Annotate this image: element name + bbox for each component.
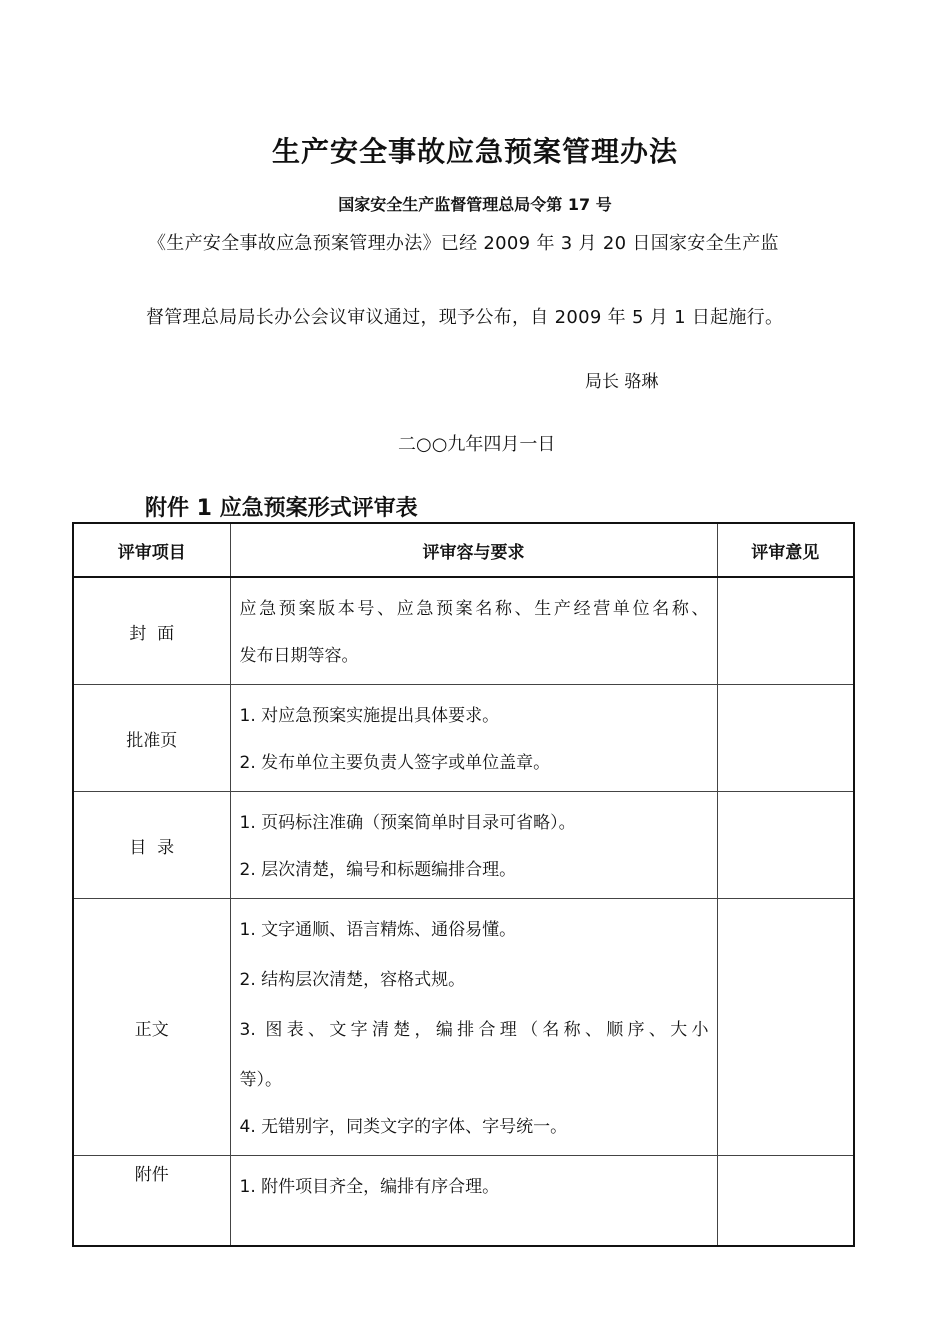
row-opinion [717, 899, 854, 1156]
paragraph-line-1: 《生产安全事故应急预案管理办法》已经 2009 年 3 月 20 日国家安全生产监 [148, 233, 779, 254]
header-review-opinion: 评审意见 [717, 523, 854, 577]
table-row [73, 792, 854, 899]
requirement-line: 2. 结构层次清楚，容格式规。 [239, 970, 466, 990]
table-row [73, 899, 854, 1156]
row-opinion [717, 792, 854, 899]
attachment-title: 附件 1 应急预案形式评审表 [145, 496, 418, 521]
row-item-approval-page: 批准页 [73, 685, 230, 792]
row-item-contents: 目 录 [73, 792, 230, 899]
requirement-line: 2. 发布单位主要负责人签字或单位盖章。 [239, 753, 551, 773]
requirement-line: 等）。 [239, 1070, 282, 1090]
row-item-body: 正文 [73, 899, 230, 1156]
signer: 局长 骆琳 [585, 372, 659, 392]
requirement-line: 应急预案版本号、应急预案名称、生产经营单位名称、 [239, 599, 709, 619]
requirement-line: 1. 文字通顺、语言精炼、通俗易懂。 [239, 920, 517, 940]
row-requirements [230, 792, 717, 899]
document-title: 生产安全事故应急预案管理办法 [271, 135, 678, 168]
requirement-line: 发布日期等容。 [239, 646, 359, 666]
review-table [72, 522, 855, 1247]
decree-number: 国家安全生产监督管理总局令第 17 号 [338, 195, 612, 214]
requirement-line: 1. 附件项目齐全，编排有序合理。 [239, 1177, 500, 1197]
row-item-attachments: 附件 [73, 1156, 230, 1246]
row-requirements [230, 685, 717, 792]
paragraph-line-2: 督管理总局局长办公会议审议通过，现予公布，自 2009 年 5 月 1 日起施行。 [146, 307, 784, 328]
row-requirements [230, 577, 717, 685]
requirement-line: 1. 对应急预案实施提出具体要求。 [239, 706, 500, 726]
table-row [73, 577, 854, 685]
table-row [73, 1156, 854, 1246]
issue-date: 二○○九年四月一日 [398, 434, 556, 455]
requirement-line: 4. 无错别字，同类文字的字体、字号统一。 [239, 1117, 568, 1137]
requirement-line: 1. 页码标注准确（预案简单时目录可省略）。 [239, 813, 576, 833]
row-opinion [717, 577, 854, 685]
row-requirements [230, 899, 717, 1156]
requirement-line: 2. 层次清楚，编号和标题编排合理。 [239, 860, 517, 880]
table-header-row [73, 523, 854, 577]
header-review-item: 评审项目 [73, 523, 230, 577]
row-item-cover: 封 面 [73, 577, 230, 685]
row-opinion [717, 685, 854, 792]
header-review-requirements: 评审容与要求 [230, 523, 717, 577]
row-opinion [717, 1156, 854, 1246]
table-row [73, 685, 854, 792]
requirement-line: 3. 图表、文字清楚，编排合理（名称、顺序、大小 [239, 1020, 709, 1040]
row-requirements [230, 1156, 717, 1246]
